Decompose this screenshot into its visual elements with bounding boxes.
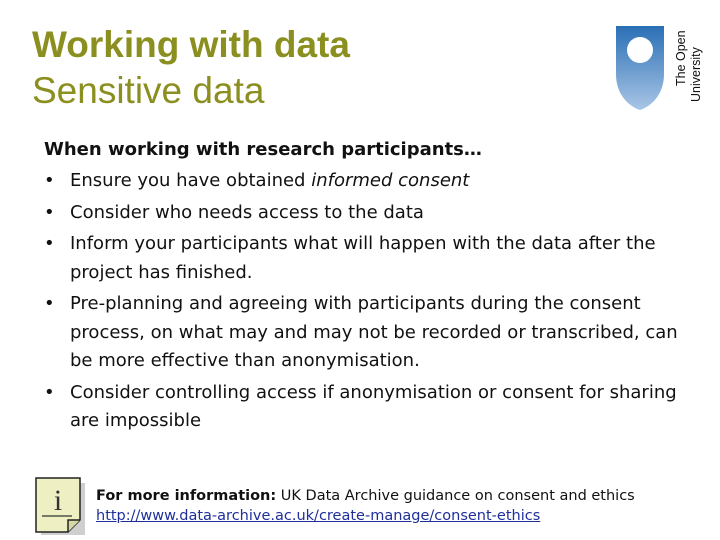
info-label: For more information: — [96, 488, 277, 504]
more-information-box — [34, 476, 704, 536]
open-university-logo — [614, 20, 704, 120]
bullet-item — [44, 379, 684, 436]
content-heading: When working with research participants… — [44, 139, 482, 160]
bullet-text: Consider who needs access to the data — [70, 201, 424, 223]
bullet-marker: • — [44, 381, 55, 403]
bullet-marker: • — [44, 233, 55, 254]
bullet-text: Ensure you have obtained — [70, 170, 312, 191]
info-text — [96, 486, 635, 526]
bullet-item — [44, 230, 684, 287]
slide-subtitle: Sensitive data — [32, 70, 265, 111]
bullet-text: Consider controlling access if anonymisation or consent for sharing are impossible — [70, 381, 677, 431]
bullet-marker: • — [44, 201, 55, 223]
bullet-marker: • — [44, 293, 55, 314]
logo-line2: University — [689, 47, 703, 102]
info-document-icon — [34, 476, 90, 538]
consent-ethics-link[interactable]: http://www.data-archive.ac.uk/create-manage/consent-ethics — [96, 508, 541, 524]
shield-icon — [614, 24, 666, 112]
bullet-item — [44, 290, 684, 376]
bullet-item — [44, 199, 684, 228]
bullet-text: Pre-planning and agreeing with participants during the consent process, on what may and may not be recorded or transcribed, can be more effective than anonymisation. — [70, 293, 678, 371]
slide-content — [44, 136, 684, 439]
bullet-emphasis: informed consent — [311, 170, 470, 191]
bullet-text: Inform your participants what will happen with the data after the project has finished. — [70, 233, 656, 283]
bullet-marker: • — [44, 170, 55, 191]
logo-line1: The Open — [674, 30, 688, 86]
bullet-list — [44, 167, 684, 436]
title-block — [32, 22, 350, 114]
info-description: UK Data Archive guidance on consent and ethics — [276, 488, 635, 504]
slide-title: Working with data — [32, 24, 350, 65]
logo-wordmark — [670, 20, 710, 120]
svg-text:i: i — [53, 484, 63, 517]
bullet-item — [44, 167, 684, 196]
